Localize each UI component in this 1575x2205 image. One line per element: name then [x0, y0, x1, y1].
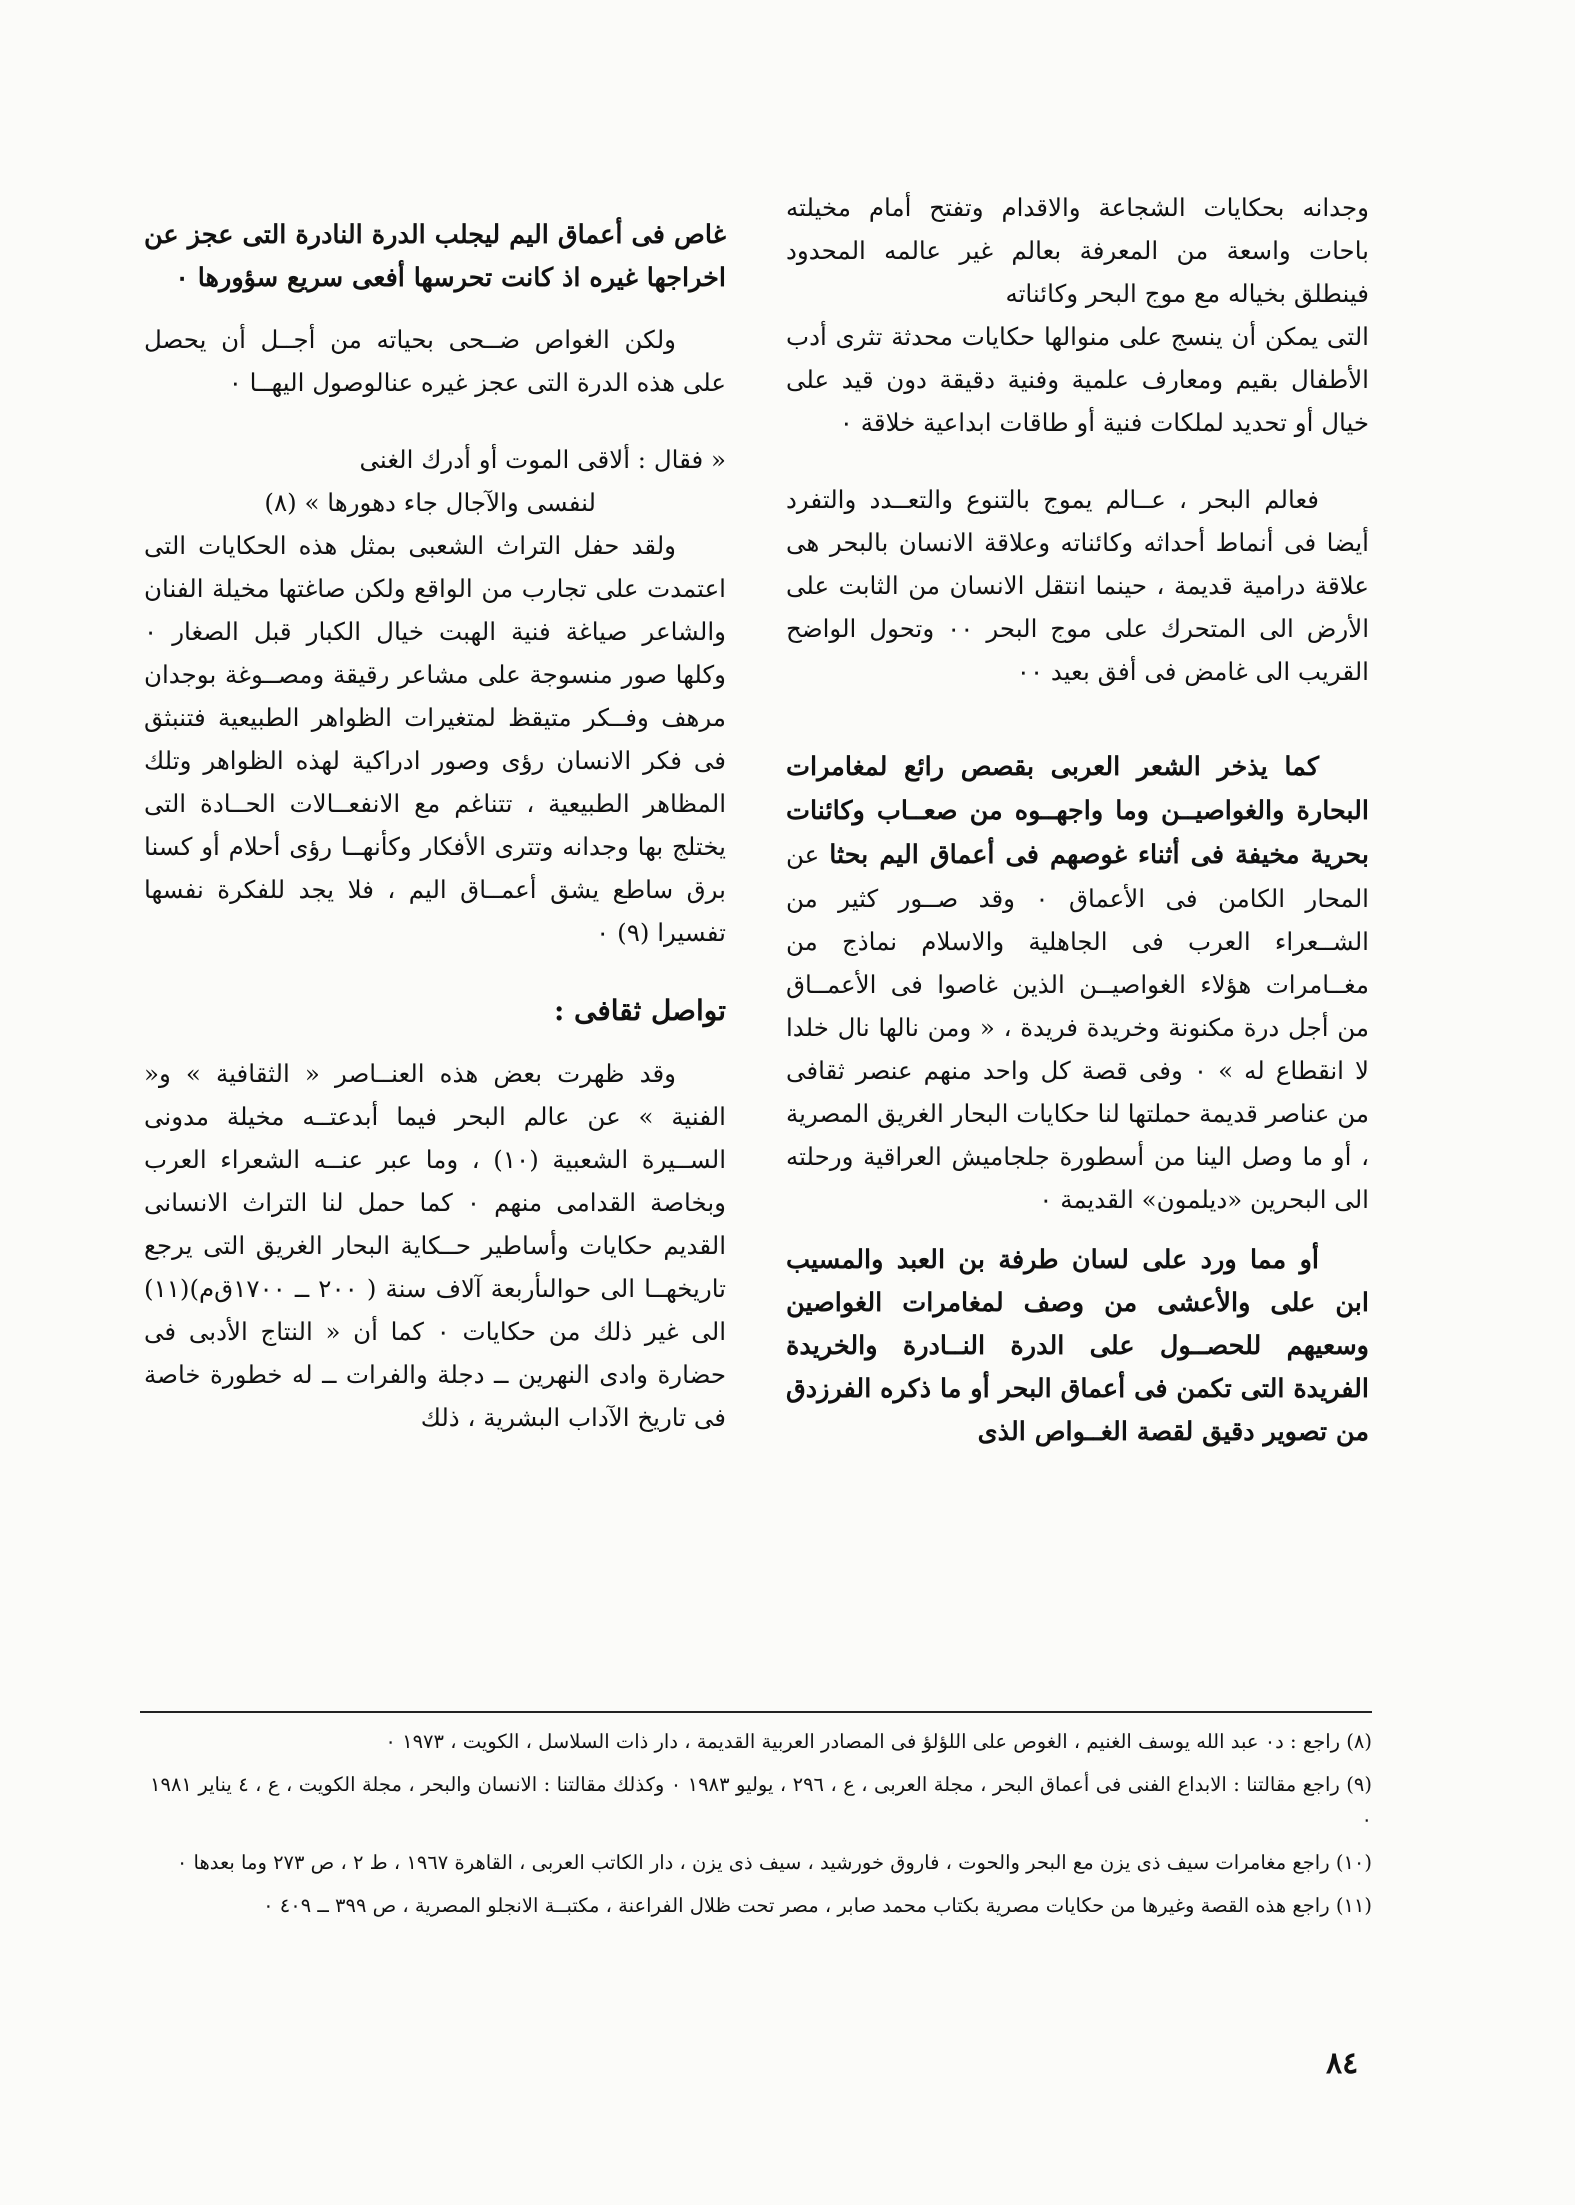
paragraph: أو مما ورد على لسان طرفة بن العبد والمسيب ابن على والأعشى من وصف لمغامرات الغواصين وسعيهم للحصــول على الدرة النــادرة والخريدة الفريدة التى تكمن فى أعماق البحر أو ما ذكره الفرزدق من تصوير دقيق لقصة الغــواص الذى: [786, 1245, 1369, 1447]
footnote-divider: [140, 1711, 1372, 1713]
left-column: [144, 214, 726, 1439]
right-column: [786, 186, 1369, 1454]
paragraph: [786, 745, 1369, 1221]
paragraph: وجدانه بحكايات الشجاعة والاقدام وتفتح أمام مخيلته باحات واسعة من المعرفة بعالم غير عالمه المحدود فينطلق بخياله مع موج البحر وكائناته: [786, 193, 1369, 308]
paragraph: فعالم البحر ، عــالم يموج بالتنوع والتعــدد والتفرد أيضا فى أنماط أحداثه وكائناته وعلاقة الانسان بالبحر هى علاقة درامية قديمة ، حينما انتقل الانسان من الثابت على الأرض الى المتحرك على موج البحر ٠٠ وتحول الواضح القريب الى غامض فى أفق بعيد ٠٠: [786, 485, 1369, 686]
footnote: (٨) راجع : د٠ عبد الله يوسف الغنيم ، الغوص على اللؤلؤ فى المصادر العربية القديمة ، دار ذات السلاسل ، الكويت ، ١٩٧٣ ٠: [385, 1730, 1372, 1753]
paragraph: ولقد حفل التراث الشعبى بمثل هذه الحكايات التى اعتمدت على تجارب من الواقع ولكن صاغتها مخيلة الفنان والشاعر صياغة فنية الهبت خيال الكبار قبل الصغار ٠ وكلها صور منسوجة على مشاعر رقيقة ومصــوغة بوجدان مرهف وفــكر متيقظ لمتغيرات الظواهر الطبيعية فتنبثق فى فكر الانسان رؤى وصور ادراكية لهذه الظواهر وتلك المظاهر الطبيعية ، تتناغم مع الانفعــالات الحــادة التى يختلج بها وجدانه وتترى الأفكار وكأنهــا رؤى أحلام أو كسنا برق ساطع يشق أعمــاق اليم ، فلا يجد للفكرة نفسها تفسيرا (٩) ٠: [144, 531, 726, 947]
bold-run: كما يذخر الشعر العربى بقصص رائع لمغامرات البحارة والغواصيــن وما واجهــوه من صعــاب وكائنات بحرية مخيفة فى أثناء غوصهم فى أعماق اليم بحثا: [786, 752, 1369, 870]
poem-line: لنفسى والآجال جاء دهورها » (٨): [264, 488, 596, 517]
poem-line: « فقال : ألاقى الموت أو أدرك الغنى: [359, 445, 726, 474]
footnote: (١٠) راجع مغامرات سيف ذى يزن مع البحر والحوت ، فاروق خورشيد ، سيف ذى يزن ، دار الكاتب العربى ، القاهرة ١٩٦٧ ، ط ٢ ، ص ٢٧٣ وما بعدها ٠: [176, 1851, 1372, 1874]
paragraph: وقد ظهرت بعض هذه العنــاصر « الثقافية » و« الفنية » عن عالم البحر فيما أبدعتــه مخيلة مدونى الســيرة الشعبية (١٠) ، وما عبر عنــه الشعراء العرب وبخاصة القدامى منهم ٠ كما حمل لنا التراث الانسانى القديم حكايات وأساطير حــكاية البحار الغريق التى يرجع تاريخهــا الى حوالىأربعة آلاف سنة ( ٢٠٠ ــ ١٧٠٠ق‌م)(١١) الى غير ذلك من حكايات ٠ كما أن « النتاج الأدبى فى حضارة وادى النهرين ــ دجلة والفرات ــ له خطورة خاصة فى تاريخ الآداب البشرية ، ذلك: [144, 1059, 726, 1432]
section-subheading: تواصل ثقافى :: [553, 994, 726, 1027]
footnotes: [150, 1724, 1372, 1931]
paragraph: التى يمكن أن ينسج على منوالها حكايات محدثة تثرى أدب الأطفال بقيم ومعارف علمية وفنية دقيقة دون قيد على خيال أو تحديد لملكات فنية أو طاقات ابداعية خلاقة ٠: [786, 322, 1369, 437]
footnote: (٩) راجع مقالتنا : الابداع الفنى فى أعماق البحر ، مجلة العربى ، ع ، ٢٩٦ ، يوليو ١٩٨٣ ٠ وكذلك مقالتنا : الانسان والبحر ، مجلة الكويت ، ع ، ٤ يناير ١٩٨١ ٠: [150, 1773, 1372, 1831]
page-number: ٨٤: [1326, 2046, 1359, 2081]
footnote: (١١) راجع هذه القصة وغيرها من حكايات مصرية بكتاب محمد صابر ، مصر تحت ظلال الفراعنة ، مكتبــة الانجلو المصرية ، ص ٣٩٩ ــ ٤٠٩ ٠: [263, 1894, 1372, 1917]
paragraph: ولكن الغواص ضــحى بحياته من أجــل أن يحصل على هذه الدرة التى عجز غيره عنالوصول اليهــا ٠: [144, 325, 726, 397]
paragraph: غاص فى أعماق اليم ليجلب الدرة النادرة التى عجز عن اخراجها غيره اذ كانت تحرسها أفعى سريع سؤورها ٠: [144, 220, 726, 293]
text-run: عن المحار الكامن فى الأعماق ٠ وقد صــور كثير من الشــعراء العرب فى الجاهلية والاسلام نماذج من مغــامرات هؤلاء الغواصيــن الذين غاصوا فى الأعمــاق من أجل درة مكنونة وخريدة فريدة ، « ومن نالها نال خلدا لا انقطاع له » ٠ وفى قصة كل واحد منهم عنصر ثقافى من عناصر قديمة حملتها لنا حكايات البحار الغريق المصرية ، أو ما وصل الينا من أسطورة جلجاميش العراقية ورحلته الى البحرين «ديلمون» القديمة ٠: [786, 840, 1369, 1214]
